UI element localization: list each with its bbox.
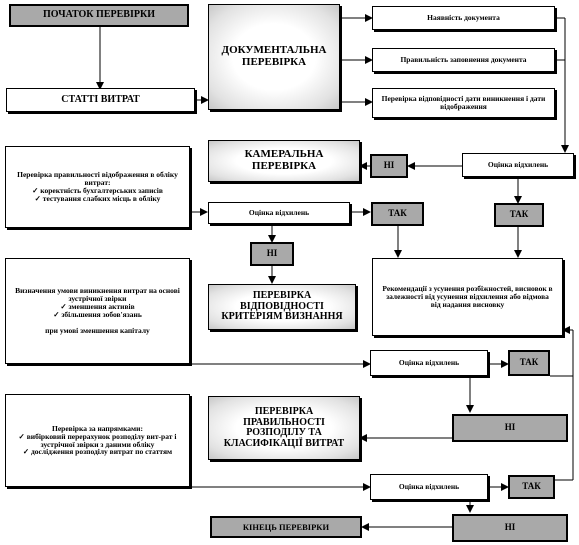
cameral-check-block: КАМЕРАЛЬНА ПЕРЕВІРКА <box>208 140 360 182</box>
end-block: КІНЕЦЬ ПЕРЕВІРКИ <box>210 516 362 538</box>
assess-deviation-2: Оцінка відхилень <box>208 202 350 224</box>
recognition-item-2: ✓ збільшення зобов'язань <box>53 309 142 319</box>
doc-presence-block: Наявність документа <box>372 6 555 30</box>
recommendations-block: Рекомендації з усунення розбіжностей, висновок в залежності від усунення відхилення або відмова від надання висновку <box>372 258 563 336</box>
start-block: ПОЧАТОК ПЕРЕВІРКИ <box>9 4 189 27</box>
recognition-footer: при умові зменшення капіталу <box>45 325 150 335</box>
assess-deviation-3: Оцінка відхилень <box>370 350 488 376</box>
distribution-item-2: ✓ дослідження розподілу витрат по статтям <box>22 447 173 457</box>
distribution-description-block <box>5 394 190 487</box>
no-block-3: НІ <box>452 414 568 442</box>
recognition-check-block: ПЕРЕВІРКА ВІДПОВІДНОСТІ КРИТЕРІЯМ ВИЗНАННЯ <box>208 284 356 330</box>
recognition-description-title: Визначення умови виникнення витрат на основі зустрічної звірки <box>15 286 180 304</box>
no-block-4: НІ <box>452 514 568 542</box>
cameral-item-1: ✓ коректність бухгалтерських записів <box>32 186 163 195</box>
no-block-1: НІ <box>370 154 408 178</box>
doc-date-check-block: Перевірка відповідності дати виникнення і дати відображення <box>372 88 555 118</box>
distribution-item-1: ✓ вибірковий перерахунок розподілу вит-рат і зустрічної звірки з даними обліку <box>18 431 177 449</box>
yes-block-4: ТАК <box>508 475 555 499</box>
yes-block-3: ТАК <box>508 350 550 376</box>
distribution-check-block: ПЕРЕВІРКА ПРАВИЛЬНОСТІ РОЗПОДІЛУ ТА КЛАСИФІКАЦІЇ ВИТРАТ <box>208 396 360 460</box>
assess-deviation-1: Оцінка відхилень <box>462 153 574 177</box>
cameral-item-2: ✓ тестування слабких місць в обліку <box>34 193 161 203</box>
cameral-description-title: Перевірка правильності відображення в обліку витрат: <box>17 170 178 188</box>
documentary-check-block: ДОКУМЕНТАЛЬНА ПЕРЕВІРКА <box>208 4 340 110</box>
no-block-2: НІ <box>250 242 294 266</box>
doc-correctness-block: Правильність заповнення документа <box>372 48 555 72</box>
recognition-description-block <box>5 258 190 364</box>
cost-items-block: СТАТТІ ВИТРАТ <box>6 88 195 112</box>
cameral-description-block <box>5 146 190 228</box>
yes-block-1: ТАК <box>371 202 424 226</box>
recognition-item-1: ✓ зменшення активів <box>60 302 135 312</box>
yes-block-2: ТАК <box>494 203 544 227</box>
distribution-description-title: Перевірка за напрямками: <box>52 423 143 433</box>
assess-deviation-4: Оцінка відхилень <box>370 474 488 500</box>
